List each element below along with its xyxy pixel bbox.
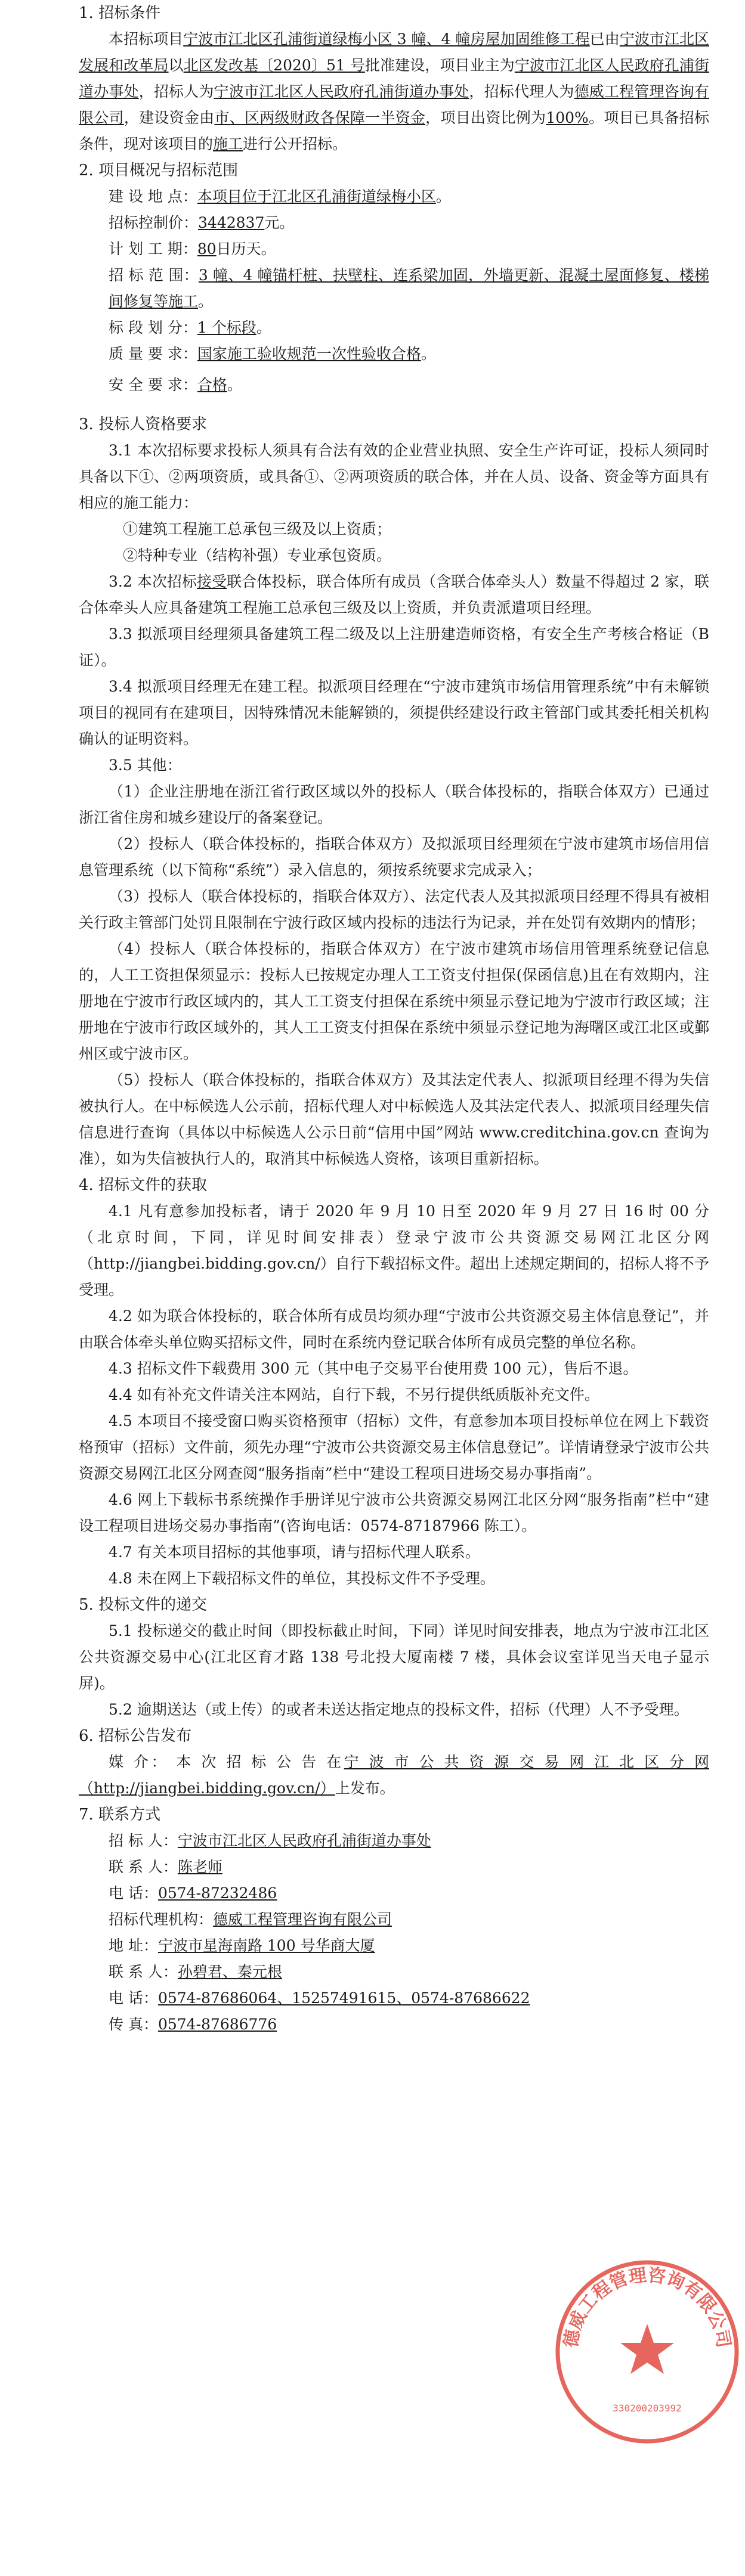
planned-period: 计 划 工 期：80日历天。 [109,240,276,258]
contact-person-2: 联 系 人：孙碧君、秦元根 [109,1963,282,1980]
publish-media: 媒 介： 本 次 招 标 公 告 在宁 波 市 公 共 资 源 交 易 网 江 北 区 分 网 （http://jiangbei.bidding.gov.cn/）上发布。 [79,1753,709,1797]
doc-4-7: 4.7 有关本项目招标的其他事项，请与招标代理人联系。 [109,1543,480,1561]
fund-source: 市、区两级财政各保障一半资金 [214,109,426,126]
section-6-heading: 6. 招标公告发布 [79,1727,192,1745]
section-2-heading: 2. 项目概况与招标范围 [79,162,239,179]
control-price: 招标控制价：3442837元。 [109,214,295,231]
section-5-heading: 5. 投标文件的递交 [79,1596,208,1614]
doc-4-5: 4.5 本项目不接受窗口购买资格预审（招标）文件，有意参加本项目投标单位在网上下载资格预审（招标）文件前，须先办理“宁波市公共资源交易主体信息登记”。详情请登录宁波市公共资源交易网江北区分网查阅“服务指南”栏中“建设工程项目进场交易办事指南”。 [79,1412,709,1482]
tender-stage: 施工 [213,135,243,153]
contact-address: 地 址：宁波市星海南路 100 号华商大厦 [109,1937,375,1954]
project-owner: 宁波市江北区人民政府孔浦街道办事处 [79,57,709,100]
req-3-5-2: （2）投标人（联合体投标的，指联合体双方）及拟派项目经理须在宁波市建筑市场信用信息管理系统（以下简称“系统”）录入信息的，须按系统要求完成录入； [79,835,709,879]
contact-fax: 传 真：0574-87686776 [109,2016,277,2033]
doc-4-3: 4.3 招标文件下载费用 300 元（其中电子交易平台使用费 100 元），售后不退。 [109,1360,638,1377]
req-3-5-1: （1）企业注册地在浙江省行政区域以外的投标人（联合体投标的，指联合体双方）已通过浙江省住房和城乡建设厅的备案登记。 [79,783,709,826]
site-location: 建 设 地 点：本项目位于江北区孔浦街道绿梅小区。 [109,188,451,205]
req-3-5-4: （4）投标人（联合体投标的，指联合体双方）在宁波市建筑市场信用管理系统登记信息的，人工工资担保须显示：投标人已按规定办理人工工资支付担保(保函信息)且在有效期内，注册地在宁波市行政区域内的，其人工工资支付担保在系统中须显示登记地为宁波市行政区域；注册地在宁波市行政区域外的，其人工工资支付担保在系统中须显示登记地为海曙区或江北区或鄞州区或宁波市区。 [79,940,709,1062]
doc-4-2: 4.2 如为联合体投标的，联合体所有成员均须办理“宁波市公共资源交易主体信息登记”，并由联合体牵头单位购买招标文件，同时在系统内登记联合体所有成员完整的单位名称。 [79,1307,709,1351]
section-4-heading: 4. 招标文件的获取 [79,1176,208,1194]
project-name: 宁波市江北区孔浦街道绿梅小区 3 幢、4 幢房屋加固维修工程 [183,30,590,48]
lot-division: 标 段 划 分：1 个标段。 [109,319,271,336]
contact-person-1: 联 系 人：陈老师 [109,1858,222,1876]
contact-phone-1: 电 话：0574-87232486 [109,1884,277,1902]
media-link[interactable]: 宁 波 市 公 共 资 源 交 易 网 江 北 区 分 网 （http://jiangbei.bidding.gov.cn/） [79,1753,709,1797]
company-seal [549,2253,745,2450]
agent: 德威工程管理咨询有限公司 [79,83,709,126]
qualification-1: ①建筑工程施工总承包三级及以上资质； [123,520,392,538]
safety-requirement: 安 全 要 求：合格。 [109,376,242,393]
approver: 宁波市江北区发展和改革局 [79,30,709,74]
seal-number: 330200203992 [613,2403,682,2414]
section-7-heading: 7. 联系方式 [79,1806,161,1824]
req-3-5: 3.5 其他： [109,757,182,774]
doc-4-6: 4.6 网上下载标书系统操作手册详见宁波市公共资源交易网江北区分网“服务指南”栏中“建设工程项目进场交易办事指南”(咨询电话：0574-87187966 陈工）。 [79,1491,709,1535]
quality-requirement: 质 量 要 求：国家施工验收规范一次性验收合格。 [109,345,436,362]
bidding-site-link[interactable]: http://jiangbei.bidding.gov.cn/ [94,1255,320,1272]
contact-tenderer: 招 标 人：宁波市江北区人民政府孔浦街道办事处 [109,1832,431,1849]
fund-ratio: 100% [546,109,589,126]
qualification-2: ②特种专业（结构补强）专业承包资质。 [123,547,392,564]
seal-name: 德威工程管理咨询有限公司 [560,2264,734,2349]
submit-5-2: 5.2 逾期送达（或上传）的或者未送达指定地点的投标文件，招标（代理）人不予受理。 [109,1701,689,1718]
req-3-4: 3.4 拟派项目经理无在建工程。拟派项目经理在“宁波市建筑市场信用管理系统”中有未解锁项目的视同有在建项目，因特殊情况未能解锁的，须提供经建设行政主管部门或其委托相关机构确认的证明资料。 [79,678,709,748]
tenderer: 宁波市江北区人民政府孔浦街道办事处 [214,83,469,100]
approval-doc-no: 北区发改基〔2020〕51 号 [183,57,365,74]
section-1-body: 本招标项目宁波市江北区孔浦街道绿梅小区 3 幢、4 幢房屋加固维修工程已由宁波市江北区发展和改革局以北区发改基〔2020〕51 号批准建设，项目业主为宁波市江北区人民政府孔浦街道办事处，招标人为宁波市江北区人民政府孔浦街道办事处，招标代理人为德威工程管理咨询有限公司，建设资金由市、区两级财政各保障一半资金，项目出资比例为100%。项目已具备招标条件，现对该项目的施工进行公开招标。 [79,30,709,153]
req-3-5-5: （5）投标人（联合体投标的，指联合体双方）及其法定代表人、拟派项目经理不得为失信被执行人。在中标候选人公示前，招标代理人对中标候选人及其法定代表人、拟派项目经理失信信息进行查询（具体以中标候选人公示日前“信用中国”网站 www.creditchina.gov.cn 查询为准），如为失信被执行人的，取消其中标候选人资格，该项目重新招标。 [79,1071,709,1167]
doc-4-4: 4.4 如有补充文件请关注本网站，自行下载，不另行提供纸质版补充文件。 [109,1386,599,1403]
section-1-heading: 1. 招标条件 [79,4,161,22]
doc-4-8: 4.8 未在网上下载招标文件的单位，其投标文件不予受理。 [109,1570,495,1587]
seal-star-icon [620,2324,674,2374]
doc-4-1: 4.1 凡有意参加投标者，请于 2020 年 9 月 10 日至 2020 年 9 月 27 日 16 时 00 分（北京时间，下同，详见时间安排表）登录宁波市公共资源交易网江北区分网（http://jiangbei.bidding.gov.cn/）自行下载招标文件。超出上述规定期间的，招标人将不予受理。 [79,1202,709,1298]
req-3-5-3: （3）投标人（联合体投标的，指联合体双方）、法定代表人及其拟派项目经理不得具有被相关行政主管部门处罚且限制在宁波行政区域内投标的违法行为记录，并在处罚有效期内的情形； [79,888,709,931]
tender-scope: 招 标 范 围：3 幢、4 幢锚杆桩、扶壁柱、连系梁加固，外墙更新、混凝土屋面修复、楼梯间修复等施工。 [109,266,709,310]
req-3-2: 3.2 本次招标接受联合体投标，联合体所有成员（含联合体牵头人）数量不得超过 2 家，联合体牵头人应具备建筑工程施工总承包三级及以上资质，并负责派遣项目经理。 [79,573,709,616]
req-3-1: 3.1 本次招标要求投标人须具有合法有效的企业营业执照、安全生产许可证，投标人须同时具备以下①、②两项资质，或具备①、②两项资质的联合体，并在人员、设备、资金等方面具有相应的施工能力： [79,442,709,512]
req-3-3: 3.3 拟派项目经理须具备建筑工程二级及以上注册建造师资格，有安全生产考核合格证（B 证）。 [79,625,709,669]
submit-5-1: 5.1 投标递交的截止时间（即投标截止时间，下同）详见时间安排表，地点为宁波市江北区公共资源交易中心(江北区育才路 138 号北投大厦南楼 7 楼，具体会议室详见当天电子显示屏)。 [79,1622,709,1692]
section-3-heading: 3. 投标人资格要求 [79,416,208,433]
contact-agent: 招标代理机构：德威工程管理咨询有限公司 [109,1911,392,1928]
contact-phone-2: 电 话：0574-87686064、15257491615、0574-87686622 [109,1989,530,2007]
